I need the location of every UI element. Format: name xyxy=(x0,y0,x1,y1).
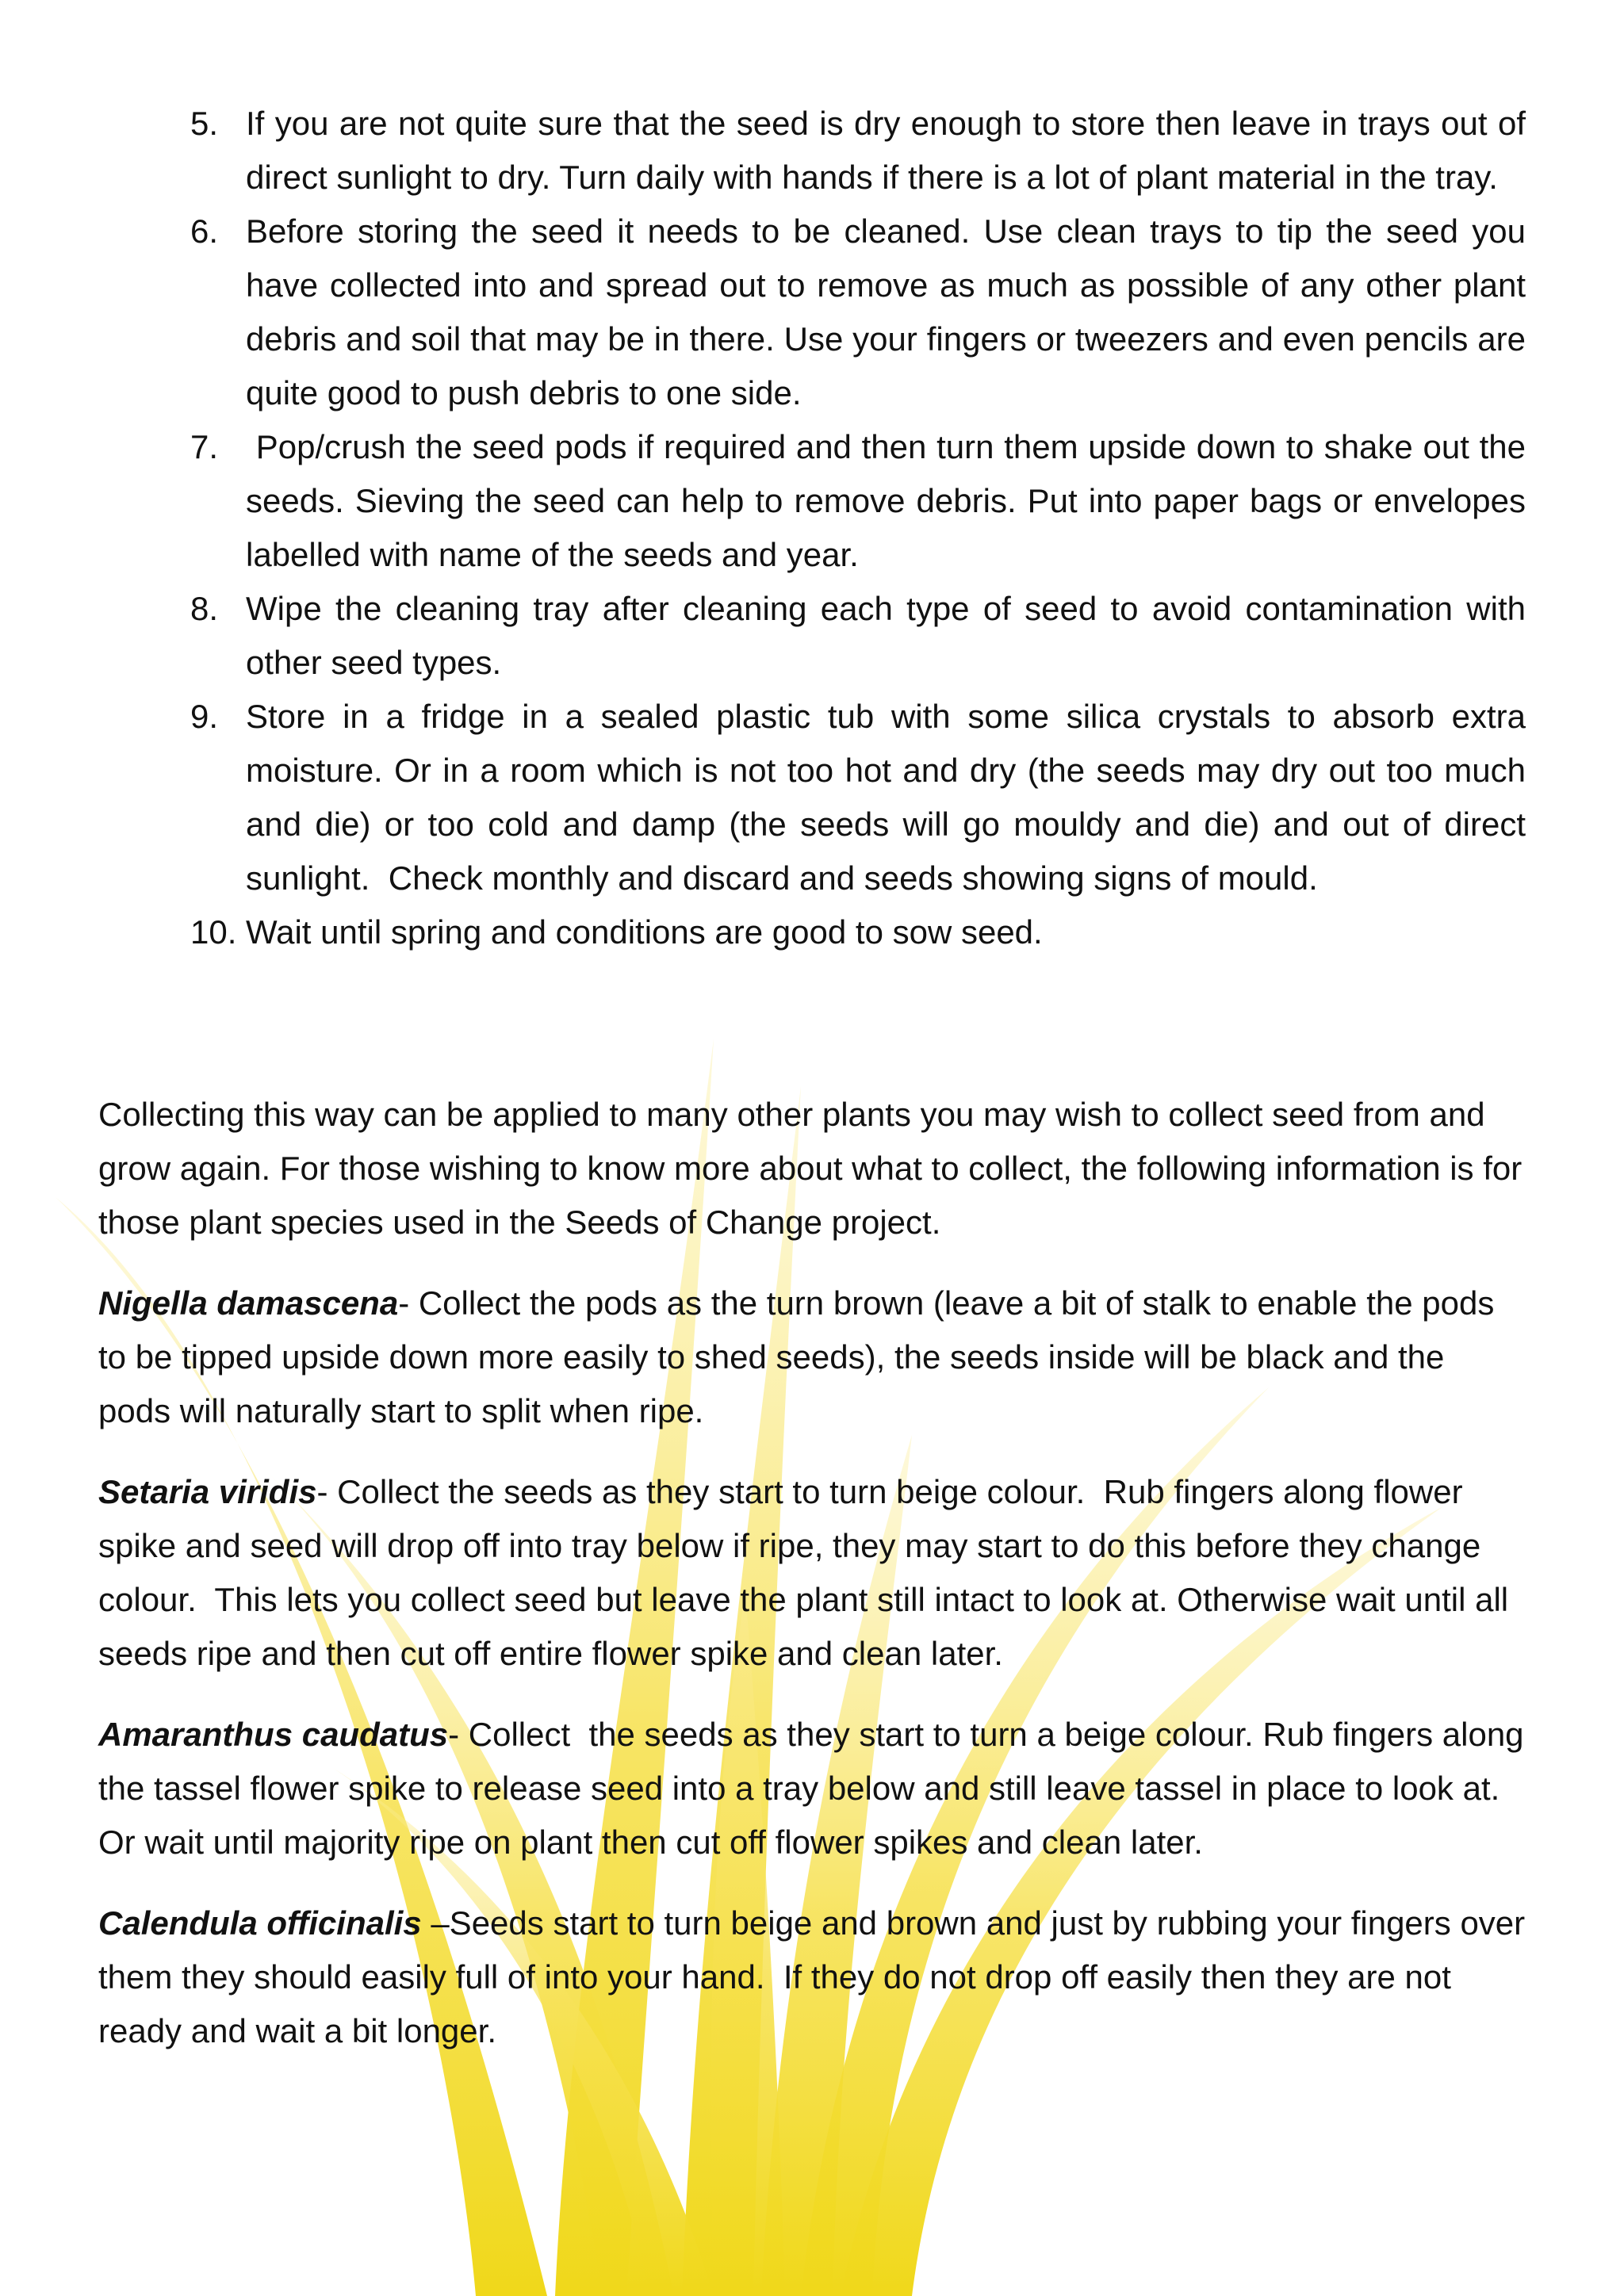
list-item xyxy=(190,97,1526,205)
species-name: Calendula officinalis xyxy=(98,1904,422,1942)
step-number: 9. xyxy=(190,698,219,735)
list-item xyxy=(190,905,1526,959)
species-name: Setaria viridis xyxy=(98,1473,317,1510)
species-name: Nigella damascena xyxy=(98,1284,399,1322)
step-text: Store in a fridge in a sealed plastic tub with some silica crystals to absorb extra moisture. Or in a room which is not too hot and dry (the seeds may dry out too much and die) or too cold and damp (the seeds will go mouldy and die) and out of direct sunlight. Check monthly and discard and seeds showing signs of mould. xyxy=(246,698,1535,897)
step-text: If you are not quite sure that the seed is dry enough to store then leave in trays out of direct sunlight to dry. Turn daily with hands if there is a lot of plant material in the tray. xyxy=(246,105,1526,196)
step-number: 5. xyxy=(190,105,219,142)
step-text: Before storing the seed it needs to be cleaned. Use clean trays to tip the seed you have collected into and spread out to remove as much as possible of any other plant debris and soil that may be in there. Use your fingers or tweezers and even pencils are quite good to push debris to one side. xyxy=(246,212,1526,411)
step-text: Wipe the cleaning tray after cleaning each type of seed to avoid contamination with other seed types. xyxy=(246,590,1526,681)
species-paragraph xyxy=(98,1276,1526,1438)
numbered-steps-list xyxy=(190,97,1535,959)
species-description: –Seeds start to turn beige and brown and just by rubbing your fingers over them they should easily full of into your hand. If they do not drop off easily then they are not ready and wait a bit longer. xyxy=(98,1904,1534,2049)
step-text: Pop/crush the seed pods if required and then turn them upside down to shake out the seeds. Sieving the seed can help to remove debris. Put into paper bags or envelopes labelled with name of the seeds and year. xyxy=(246,428,1535,573)
species-name: Amaranthus caudatus xyxy=(98,1716,449,1753)
species-paragraph xyxy=(98,1465,1526,1681)
list-item xyxy=(190,582,1526,690)
species-description: - Collect the seeds as they start to turn beige colour. Rub fingers along flower spike and seed will drop off into tray below if ripe, they may start to do this before they change colour. This lets you collect seed but leave the plant still intact to look at. Otherwise wait until all seeds ripe and then cut off entire flower spike and clean later. xyxy=(98,1473,1518,1672)
step-number: 8. xyxy=(190,590,219,627)
step-number: 7. xyxy=(190,428,219,465)
species-paragraph xyxy=(98,1896,1534,2058)
species-description: - Collect the pods as the turn brown (leave a bit of stalk to enable the pods to be tipped upside down more easily to shed seeds), the seeds inside will be black and the pods will naturally start to split when ripe. xyxy=(98,1284,1495,1429)
step-number: 10. xyxy=(190,913,237,951)
step-text: Wait until spring and conditions are good to sow seed. xyxy=(246,913,1043,951)
list-item xyxy=(190,420,1535,582)
species-section xyxy=(98,1088,1534,2085)
species-description: - Collect the seeds as they start to turn a beige colour. Rub fingers along the tassel flower spike to release seed into a tray below and still leave tassel in place to look at. Or wait until majority ripe on plant then cut off flower spikes and clean later. xyxy=(98,1716,1534,1861)
list-item xyxy=(190,690,1535,905)
species-paragraph xyxy=(98,1708,1534,1869)
list-item xyxy=(190,205,1526,420)
step-number: 6. xyxy=(190,212,219,250)
intro-paragraph: Collecting this way can be applied to many other plants you may wish to collect seed from and grow again. For those wishing to know more about what to collect, the following information is for those plant species used in the Seeds of Change project. xyxy=(98,1096,1522,1241)
